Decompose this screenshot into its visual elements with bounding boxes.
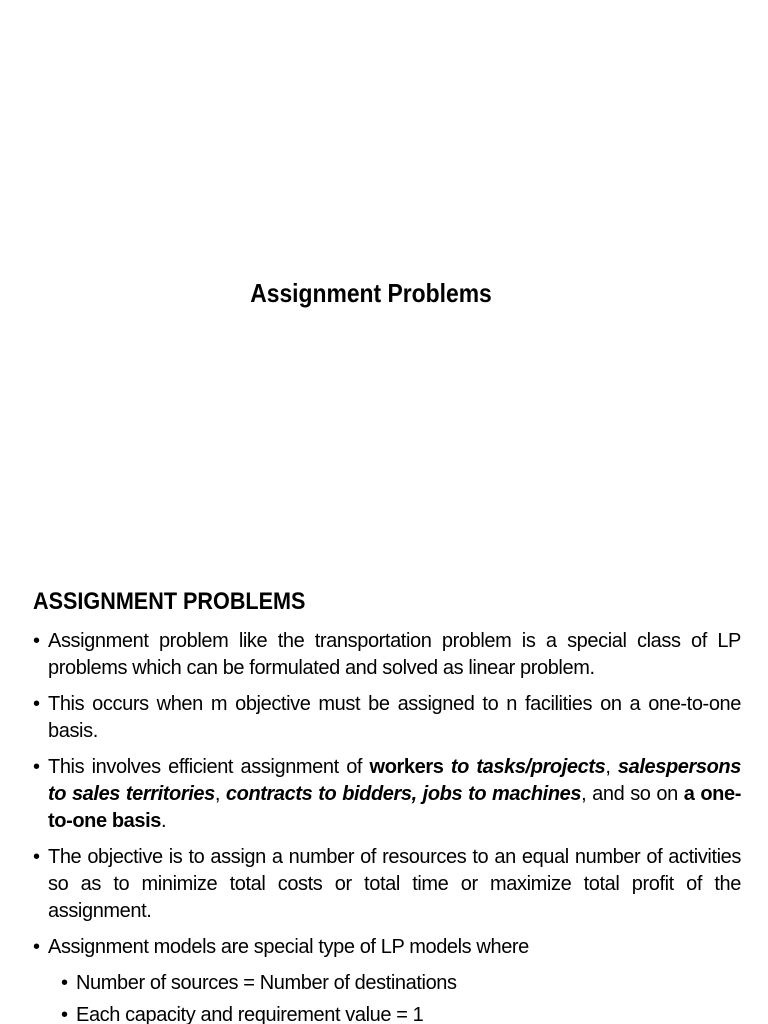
- bullet-item: [33, 628, 741, 682]
- emphasis-tasks-projects: to tasks/projects: [450, 756, 606, 778]
- sub-bullet-text: Number of sources = Number of destinations: [76, 972, 457, 994]
- bullet-text-run: ,: [605, 756, 618, 778]
- bullet-text: This occurs when m objective must be assigned to n facilities on a one-to-one basis.: [48, 693, 741, 742]
- bullet-text-run: [443, 756, 450, 778]
- bullet-text-run: ,: [214, 783, 226, 805]
- bullet-dot: •: [61, 972, 68, 994]
- emphasis-contracts-jobs: contracts to bidders, jobs to machines: [225, 783, 582, 805]
- bullet-dot: •: [33, 846, 40, 868]
- sub-bullet-item: [33, 1002, 741, 1024]
- bullet-item: [33, 934, 741, 961]
- content-slide: [33, 588, 741, 1024]
- bullet-dot: •: [33, 936, 40, 958]
- bullet-dot: •: [61, 1004, 68, 1024]
- sub-bullet-text: Each capacity and requirement value = 1: [76, 1004, 424, 1024]
- bullet-text: The objective is to assign a number of resources to an equal number of activities so as to minimize total costs or total time or maximize total profit of the assignment.: [48, 846, 741, 922]
- bullet-item: [33, 691, 741, 745]
- bullet-text-run: , and so on: [581, 783, 684, 805]
- bullet-text-run: .: [161, 810, 167, 832]
- bullet-item: [33, 754, 741, 835]
- bullet-text: Assignment problem like the transportation problem is a special class of LP problems which can be formulated and solved as linear problem.: [48, 630, 741, 679]
- section-heading: ASSIGNMENT PROBLEMS: [33, 588, 306, 615]
- sub-bullet-item: [33, 970, 741, 997]
- bullet-text-run: This involves efficient assignment of: [48, 756, 370, 778]
- bullet-dot: •: [33, 693, 40, 715]
- bullet-dot: •: [33, 630, 40, 652]
- emphasis-salespersons: salespersons to sales territories: [48, 756, 741, 805]
- bullet-dot: •: [33, 756, 40, 778]
- emphasis-workers: workers: [369, 756, 444, 778]
- bullet-text: Assignment models are special type of LP models where: [48, 936, 529, 958]
- title-slide-title: Assignment Problems: [250, 278, 492, 308]
- bullet-item: [33, 844, 741, 925]
- emphasis-one-to-one: a one-to-one basis: [48, 783, 741, 832]
